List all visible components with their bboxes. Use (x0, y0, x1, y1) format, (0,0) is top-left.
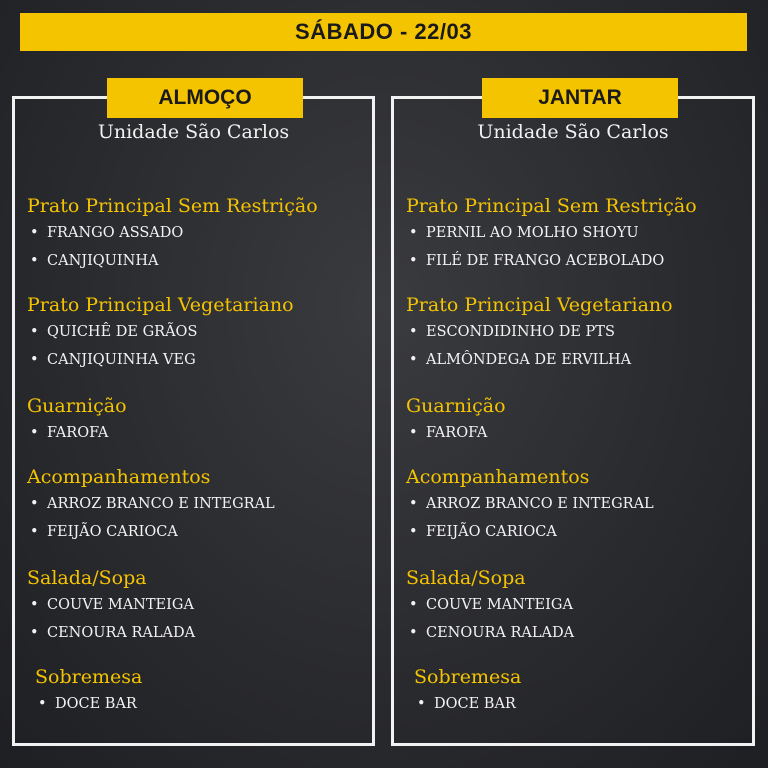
date-header (20, 13, 747, 51)
menu-item: • PERNIL AO MOLHO SHOYU (406, 219, 748, 247)
menu-item: • COUVE MANTEIGA (27, 591, 368, 619)
lunch-section-salad (27, 565, 368, 647)
section-title: Salada/Sopa (27, 567, 147, 589)
section-title: Prato Principal Sem Restrição (406, 195, 697, 217)
lunch-panel (12, 86, 375, 746)
dinner-section-salad (406, 565, 748, 647)
menu-item: • FILÉ DE FRANGO ACEBOLADO (406, 247, 748, 275)
menu-item: • CENOURA RALADA (406, 619, 748, 647)
lunch-unit-name: Unidade São Carlos (97, 121, 290, 143)
section-title: Prato Principal Vegetariano (406, 294, 673, 316)
section-title: Acompanhamentos (27, 466, 211, 488)
menu-item: • FEIJÃO CARIOCA (406, 518, 748, 546)
menu-item: • CENOURA RALADA (27, 619, 368, 647)
dinner-section-main (406, 193, 748, 275)
lunch-section-main (27, 193, 368, 275)
menu-item: • FEIJÃO CARIOCA (27, 518, 368, 546)
dinner-section-accompaniments (406, 464, 748, 546)
section-title: Guarnição (27, 395, 127, 417)
date-title: SÁBADO - 22/03 (295, 19, 472, 44)
menu-item: • QUICHÊ DE GRÃOS (27, 318, 368, 346)
lunch-section-side (27, 393, 368, 447)
dinner-tab (482, 78, 678, 118)
dinner-tab-label: JANTAR (538, 86, 622, 109)
menu-item: • ESCONDIDINHO DE PTS (406, 318, 748, 346)
menu-item: • FAROFA (27, 419, 368, 447)
menu-item: • CANJIQUINHA (27, 247, 368, 275)
section-title: Acompanhamentos (406, 466, 590, 488)
menu-item: • COUVE MANTEIGA (406, 591, 748, 619)
dinner-section-side (406, 393, 748, 447)
dinner-panel (391, 86, 755, 746)
lunch-tab (107, 78, 303, 118)
menu-item: • ARROZ BRANCO E INTEGRAL (406, 490, 748, 518)
lunch-tab-label: ALMOÇO (158, 86, 252, 109)
menu-item: • FAROFA (406, 419, 748, 447)
lunch-section-vegetarian (27, 292, 368, 374)
dinner-unit-name: Unidade São Carlos (477, 121, 669, 143)
section-title: Sobremesa (35, 666, 143, 688)
dinner-section-vegetarian (406, 292, 748, 374)
section-title: Sobremesa (414, 666, 522, 688)
menu-item: • ARROZ BRANCO E INTEGRAL (27, 490, 368, 518)
dinner-section-dessert (414, 664, 748, 718)
menu-item: • DOCE BAR (414, 690, 748, 718)
section-title: Prato Principal Sem Restrição (27, 195, 318, 217)
section-title: Salada/Sopa (406, 567, 526, 589)
section-title: Prato Principal Vegetariano (27, 294, 294, 316)
lunch-section-dessert (35, 664, 368, 718)
section-title: Guarnição (406, 395, 506, 417)
menu-item: • DOCE BAR (35, 690, 368, 718)
menu-item: • ALMÔNDEGA DE ERVILHA (406, 346, 748, 374)
lunch-section-accompaniments (27, 464, 368, 546)
menu-item: • FRANGO ASSADO (27, 219, 368, 247)
menu-item: • CANJIQUINHA VEG (27, 346, 368, 374)
